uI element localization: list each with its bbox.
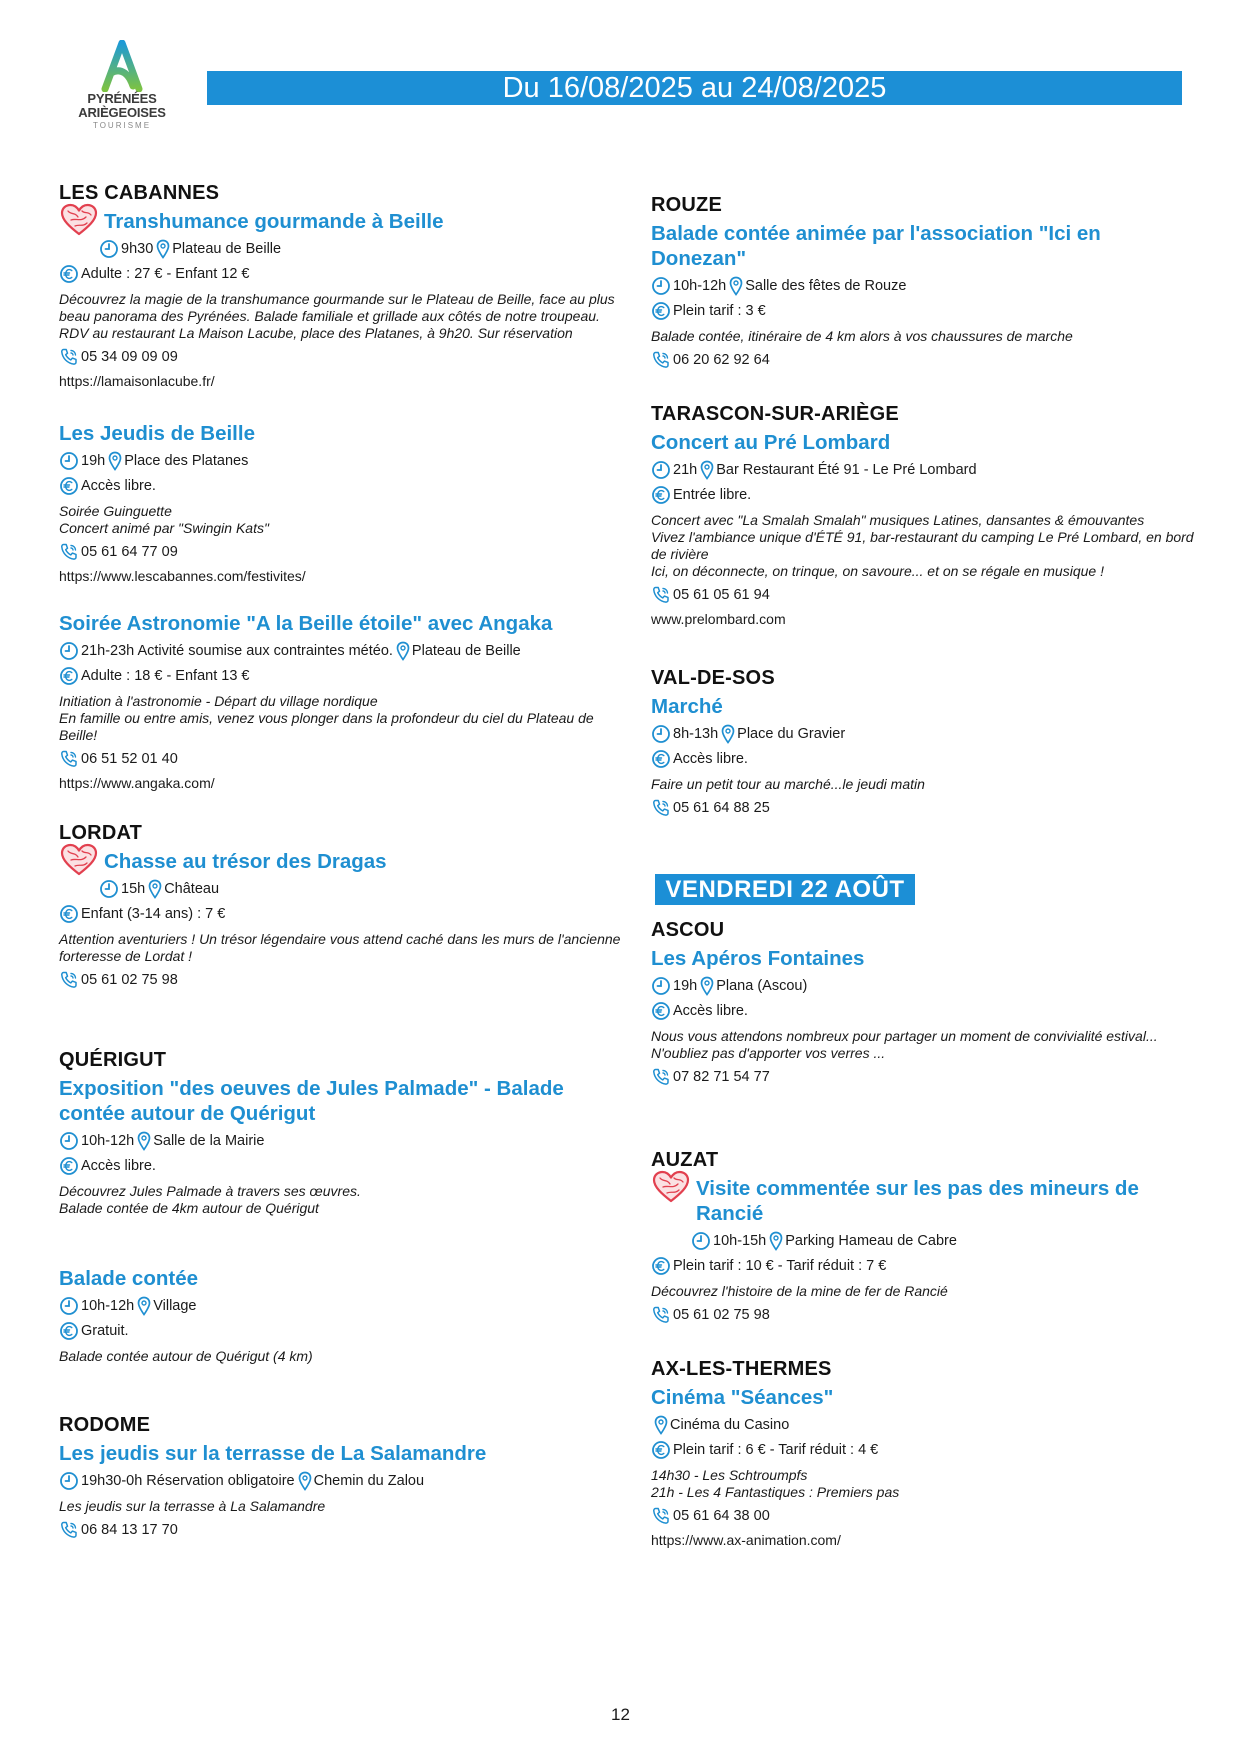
town-heading: AUZAT xyxy=(651,1149,719,1171)
event-description xyxy=(59,1183,599,1217)
time-place-line xyxy=(651,976,1191,996)
event-time: 9h30 xyxy=(121,241,154,257)
phone-icon xyxy=(651,1067,671,1087)
event-place: Château xyxy=(164,881,220,897)
date-range-banner: Du 16/08/2025 au 24/08/2025 xyxy=(207,71,1182,105)
clock-icon xyxy=(99,239,119,259)
event-description xyxy=(651,328,1191,345)
event-price: Plein tarif : 6 € - Tarif réduit : 4 € xyxy=(673,1442,879,1458)
event-title: Balade contée xyxy=(59,1267,198,1290)
clock-icon xyxy=(651,976,671,996)
event-description xyxy=(651,512,1194,580)
logo-line-2: ARIÈGEOISES xyxy=(78,105,166,120)
description-line: Découvrez Jules Palmade à travers ses œuvres. xyxy=(59,1183,361,1199)
euro-icon xyxy=(59,476,79,496)
euro-icon xyxy=(59,1321,79,1341)
phone-icon xyxy=(651,585,671,605)
event-time: 21h xyxy=(673,462,698,478)
event-phone: 06 20 62 92 64 xyxy=(673,352,770,368)
phone-line xyxy=(651,1067,1191,1087)
event-time: 21h-23h Activité soumise aux contraintes météo. xyxy=(81,643,393,659)
description-line: de rivière xyxy=(651,546,709,562)
town-heading: QUÉRIGUT xyxy=(59,1049,167,1071)
clock-icon xyxy=(59,1296,79,1316)
description-line: Balade contée autour de Quérigut (4 km) xyxy=(59,1348,313,1364)
event-time: 15h xyxy=(121,881,146,897)
event-price: Accès libre. xyxy=(81,478,156,494)
phone-icon xyxy=(59,347,79,367)
event-place: Place des Platanes xyxy=(124,453,249,469)
event-price: Adulte : 27 € - Enfant 12 € xyxy=(81,266,250,282)
event-place: Bar Restaurant Été 91 - Le Pré Lombard xyxy=(716,462,977,478)
event-block xyxy=(651,401,1194,628)
time-place-line xyxy=(651,460,1191,480)
location-pin-icon xyxy=(654,1415,668,1435)
event-place: Salle des fêtes de Rouze xyxy=(745,278,907,294)
location-pin-icon xyxy=(721,724,735,744)
phone-line xyxy=(651,1506,1191,1526)
description-line: Concert avec "La Smalah Smalah" musiques Latines, dansantes & émouvantes xyxy=(651,512,1145,528)
euro-icon xyxy=(651,1256,671,1276)
location-pin-icon xyxy=(298,1471,312,1491)
event-description xyxy=(651,1283,1191,1300)
time-place-line xyxy=(651,276,1191,296)
town-heading: ROUZE xyxy=(651,194,722,216)
time-place-line xyxy=(59,641,599,661)
euro-icon xyxy=(651,749,671,769)
event-description xyxy=(59,1348,599,1365)
description-line: Découvrez l'histoire de la mine de fer de Rancié xyxy=(651,1283,948,1299)
description-line: Découvrez la magie de la transhumance gourmande sur le Plateau de Beille, face au plus xyxy=(59,291,615,307)
event-place: Plateau de Beille xyxy=(411,643,521,659)
event-title: Exposition "des oeuves de Jules Palmade" - Balade contée autour de Quérigut xyxy=(59,1077,564,1125)
price-line xyxy=(651,1440,1191,1460)
price-line xyxy=(651,749,1191,769)
event-title: Soirée Astronomie "A la Beille étoile" avec Angaka xyxy=(59,612,553,635)
event-price: Gratuit. xyxy=(81,1323,129,1339)
time-place-line xyxy=(59,451,599,471)
event-title: Cinéma "Séances" xyxy=(651,1386,834,1409)
event-place: Place du Gravier xyxy=(737,726,846,742)
event-place: Village xyxy=(153,1298,197,1314)
phone-icon xyxy=(651,1305,671,1325)
description-line: Soirée Guinguette xyxy=(59,503,172,519)
description-line: RDV au restaurant La Maison Lacube, place des Platanes, à 9h20. Sur réservation xyxy=(59,325,573,341)
event-title: Les jeudis sur la terrasse de La Salamandre xyxy=(59,1442,487,1465)
phone-line xyxy=(651,1305,1191,1325)
town-heading: LORDAT xyxy=(59,822,143,844)
event-place: Salle de la Mairie xyxy=(153,1133,265,1149)
location-pin-icon xyxy=(700,976,714,996)
event-phone: 05 61 05 61 94 xyxy=(673,587,770,603)
description-line: 21h - Les 4 Fantastiques : Premiers pas xyxy=(651,1484,900,1500)
event-block xyxy=(651,665,1191,818)
location-pin-icon xyxy=(108,451,122,471)
event-description xyxy=(59,931,621,965)
event-phone: 05 61 64 77 09 xyxy=(81,544,178,560)
phone-line xyxy=(59,347,599,367)
day-header: VENDREDI 22 AOÛT xyxy=(655,874,915,905)
event-time: 10h-12h xyxy=(673,278,727,294)
event-place: Plateau de Beille xyxy=(172,241,282,257)
event-phone: 05 61 64 38 00 xyxy=(673,1508,770,1524)
event-phone: 05 61 02 75 98 xyxy=(81,972,178,988)
time-place-line xyxy=(651,1231,1191,1251)
event-description xyxy=(59,1498,599,1515)
event-block xyxy=(651,1147,1191,1325)
logo-a-icon xyxy=(97,40,147,92)
event-phone: 05 61 64 88 25 xyxy=(673,800,770,816)
clock-icon xyxy=(691,1231,711,1251)
event-place: Plana (Ascou) xyxy=(716,978,808,994)
event-title: Les Apéros Fontaines xyxy=(651,947,865,970)
phone-line xyxy=(651,798,1191,818)
price-line xyxy=(59,264,599,284)
logo-line-3: TOURISME xyxy=(92,121,152,130)
event-block xyxy=(59,418,599,585)
event-title: Chasse au trésor des Dragas xyxy=(59,849,599,874)
price-line xyxy=(651,301,1191,321)
description-line: beau panorama des Pyrénées. Balade familiale et grillade aux côtés de notre troupeau. xyxy=(59,308,600,324)
event-title: Marché xyxy=(651,695,723,718)
phone-icon xyxy=(651,1506,671,1526)
event-description xyxy=(651,776,1191,793)
phone-icon xyxy=(59,542,79,562)
event-website[interactable]: https://www.lescabannes.com/festivites/ xyxy=(59,568,306,584)
description-line: 14h30 - Les Schtroumpfs xyxy=(651,1467,808,1483)
event-phone: 07 82 71 54 77 xyxy=(673,1069,770,1085)
clock-icon xyxy=(99,879,119,899)
description-line: forteresse de Lordat ! xyxy=(59,948,193,964)
description-line: Nous vous attendons nombreux pour partager un moment de convivialité estival... xyxy=(651,1028,1158,1044)
phone-icon xyxy=(59,970,79,990)
description-line: Attention aventuriers ! Un trésor légendaire vous attend caché dans les murs de l'ancienne xyxy=(59,931,621,947)
time-place-line xyxy=(651,724,1191,744)
pyrenees-ariegeoises-logo xyxy=(74,40,170,131)
phone-icon xyxy=(59,1520,79,1540)
phone-line xyxy=(59,542,599,562)
description-line: En famille ou entre amis, venez vous plonger dans la profondeur du ciel du Plateau de xyxy=(59,710,594,726)
phone-icon xyxy=(651,350,671,370)
event-website[interactable]: www.prelombard.com xyxy=(651,611,786,627)
time-place-line xyxy=(59,1131,599,1151)
event-price: Entrée libre. xyxy=(673,487,752,503)
price-line xyxy=(59,1321,599,1341)
time-place-line xyxy=(59,1471,599,1491)
time-place-line xyxy=(59,239,599,259)
location-pin-icon xyxy=(137,1131,151,1151)
price-line xyxy=(59,476,599,496)
event-time: 19h30-0h Réservation obligatoire xyxy=(81,1473,295,1489)
heart-icon xyxy=(59,843,99,877)
event-place: Chemin du Zalou xyxy=(313,1473,425,1489)
phone-icon xyxy=(59,749,79,769)
event-price: Enfant (3-14 ans) : 7 € xyxy=(81,906,226,922)
event-place: Parking Hameau de Cabre xyxy=(785,1233,957,1249)
price-line xyxy=(651,1001,1191,1021)
event-price: Accès libre. xyxy=(673,751,748,767)
clock-icon xyxy=(651,276,671,296)
event-time: 8h-13h xyxy=(673,726,719,742)
town-heading: AX-LES-THERMES xyxy=(651,1358,832,1380)
town-heading: TARASCON-SUR-ARIÈGE xyxy=(651,403,899,425)
description-line: Ici, on déconnecte, on trinque, on savoure... et on se régale en musique ! xyxy=(651,563,1104,579)
event-block xyxy=(651,192,1191,370)
event-price: Plein tarif : 10 € - Tarif réduit : 7 € xyxy=(673,1258,887,1274)
heart-icon xyxy=(651,1170,691,1204)
page-number: 12 xyxy=(611,1705,630,1724)
description-line: Initiation à l'astronomie - Départ du village nordique xyxy=(59,693,378,709)
description-line: Vivez l'ambiance unique d'ÉTÉ 91, bar-restaurant du camping Le Pré Lombard, en bord xyxy=(651,529,1194,545)
event-block xyxy=(59,1412,599,1540)
clock-icon xyxy=(59,641,79,661)
phone-line xyxy=(651,585,1191,605)
event-phone: 06 51 52 01 40 xyxy=(81,751,178,767)
description-line: Faire un petit tour au marché...le jeudi matin xyxy=(651,776,925,792)
price-line xyxy=(651,485,1191,505)
price-line xyxy=(651,1256,1191,1276)
clock-icon xyxy=(59,451,79,471)
event-block xyxy=(59,1047,599,1217)
town-heading: RODOME xyxy=(59,1414,151,1436)
location-pin-icon xyxy=(137,1296,151,1316)
euro-icon xyxy=(59,1156,79,1176)
event-time: 10h-12h xyxy=(81,1298,135,1314)
event-block xyxy=(651,917,1191,1087)
event-description xyxy=(651,1467,1191,1501)
euro-icon xyxy=(651,485,671,505)
description-line: N'oubliez pas d'apporter vos verres ... xyxy=(651,1045,886,1061)
event-time: 10h-15h xyxy=(713,1233,767,1249)
euro-icon xyxy=(59,264,79,284)
phone-icon xyxy=(651,798,671,818)
event-title: Transhumance gourmande à Beille xyxy=(59,209,599,234)
location-pin-icon xyxy=(700,460,714,480)
event-price: Accès libre. xyxy=(673,1003,748,1019)
time-place-line xyxy=(59,1296,599,1316)
price-line xyxy=(59,666,599,686)
event-title: Les Jeudis de Beille xyxy=(59,422,255,445)
location-pin-icon xyxy=(769,1231,783,1251)
event-price: Plein tarif : 3 € xyxy=(673,303,766,319)
event-title: Visite commentée sur les pas des mineurs de Rancié xyxy=(651,1176,1191,1226)
description-line: Les jeudis sur la terrasse à La Salamandre xyxy=(59,1498,326,1514)
description-line: Beille! xyxy=(59,727,98,743)
phone-line xyxy=(59,970,599,990)
euro-icon xyxy=(59,904,79,924)
town-heading: LES CABANNES xyxy=(59,182,220,204)
euro-icon xyxy=(59,666,79,686)
heart-icon xyxy=(59,203,99,237)
event-website[interactable]: https://www.ax-animation.com/ xyxy=(651,1532,841,1548)
clock-icon xyxy=(651,460,671,480)
event-place: Cinéma du Casino xyxy=(670,1417,790,1433)
event-time: 19h xyxy=(673,978,698,994)
price-line xyxy=(59,904,599,924)
clock-icon xyxy=(59,1131,79,1151)
clock-icon xyxy=(59,1471,79,1491)
phone-line xyxy=(59,749,599,769)
event-title: Concert au Pré Lombard xyxy=(651,431,891,454)
location-pin-icon xyxy=(396,641,410,661)
location-pin-icon xyxy=(156,239,170,259)
description-line: Balade contée de 4km autour de Quérigut xyxy=(59,1200,319,1216)
price-line xyxy=(59,1156,599,1176)
event-title: Balade contée animée par l'association "Ici en Donezan" xyxy=(651,222,1101,270)
event-block xyxy=(59,1263,599,1365)
event-description xyxy=(59,291,615,342)
event-block xyxy=(59,180,615,390)
event-description xyxy=(651,1028,1191,1062)
time-place-line xyxy=(59,879,599,899)
event-website[interactable]: https://www.angaka.com/ xyxy=(59,775,215,791)
phone-line xyxy=(651,350,1191,370)
description-line: Balade contée, itinéraire de 4 km alors à vos chaussures de marche xyxy=(651,328,1073,344)
event-phone: 05 34 09 09 09 xyxy=(81,349,178,365)
location-pin-icon xyxy=(729,276,743,296)
logo-line-1: PYRÉNÉES xyxy=(87,91,157,106)
euro-icon xyxy=(651,1001,671,1021)
event-block xyxy=(59,608,599,792)
euro-icon xyxy=(651,1440,671,1460)
event-price: Adulte : 18 € - Enfant 13 € xyxy=(81,668,250,684)
event-price: Accès libre. xyxy=(81,1158,156,1174)
town-heading: ASCOU xyxy=(651,919,725,941)
event-time: 10h-12h xyxy=(81,1133,135,1149)
event-description xyxy=(59,693,599,744)
event-phone: 05 61 02 75 98 xyxy=(673,1307,770,1323)
event-time: 19h xyxy=(81,453,106,469)
town-heading: VAL-DE-SOS xyxy=(651,667,775,689)
event-description xyxy=(59,503,599,537)
clock-icon xyxy=(651,724,671,744)
time-place-line xyxy=(651,1415,1191,1435)
phone-line xyxy=(59,1520,599,1540)
description-line: Concert animé par "Swingin Kats" xyxy=(59,520,269,536)
euro-icon xyxy=(651,301,671,321)
event-phone: 06 84 13 17 70 xyxy=(81,1522,178,1538)
event-block xyxy=(59,820,621,990)
event-website[interactable]: https://lamaisonlacube.fr/ xyxy=(59,373,215,389)
event-block xyxy=(651,1356,1191,1549)
location-pin-icon xyxy=(148,879,162,899)
